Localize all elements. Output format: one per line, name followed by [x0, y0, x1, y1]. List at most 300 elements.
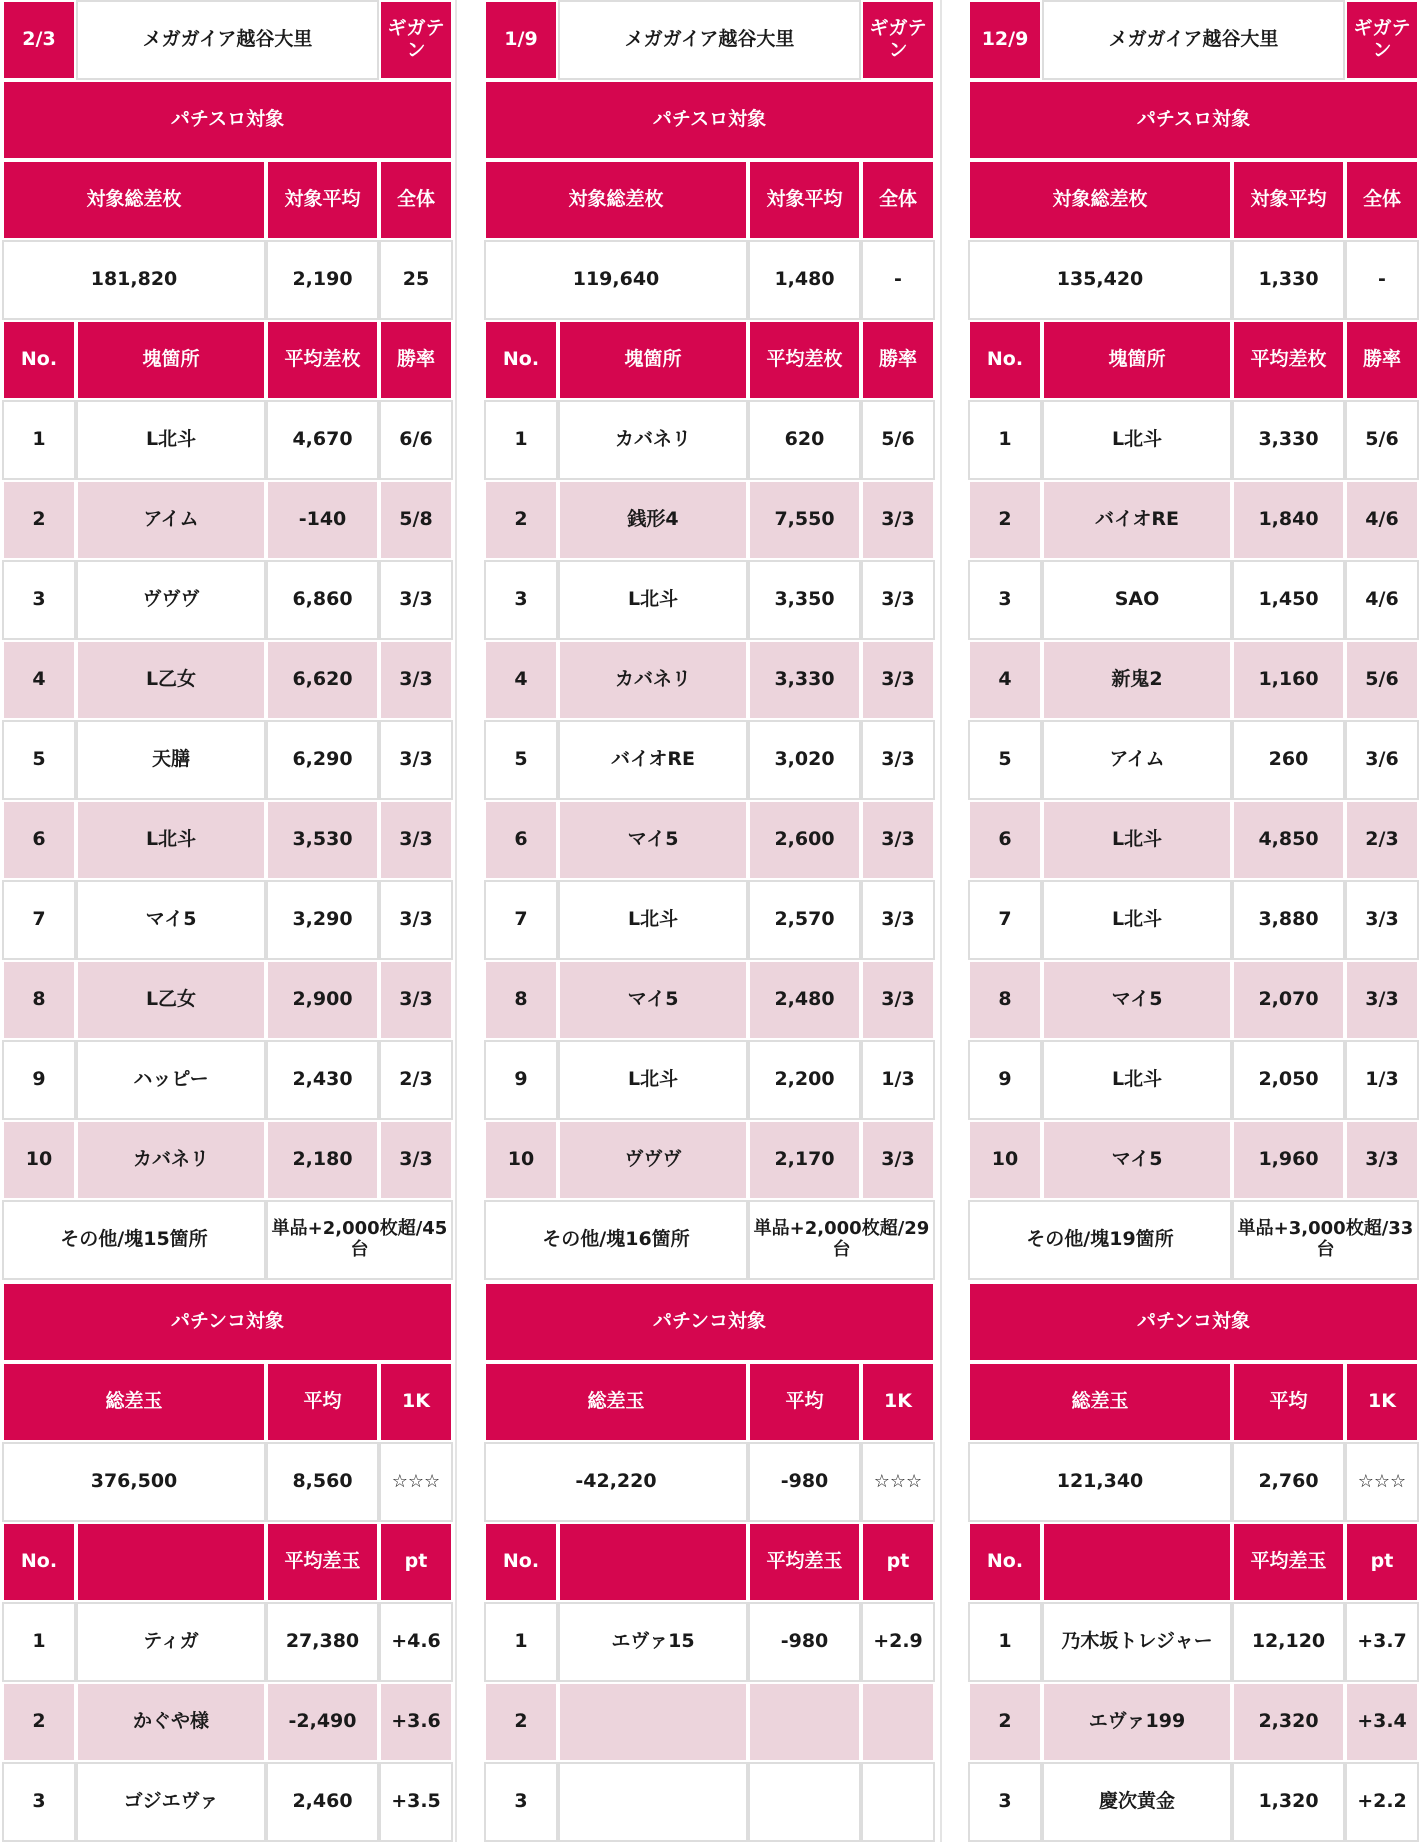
average-diff: 12,120 [1232, 1602, 1345, 1682]
average-diff [748, 1682, 861, 1762]
average-diff [748, 1762, 861, 1842]
pachinko-summary-header: 総差玉 [484, 1362, 748, 1442]
event-badge: ギガテン [861, 0, 935, 80]
table-row [484, 640, 935, 720]
column-header [1042, 1522, 1232, 1602]
rank-number: 7 [2, 880, 76, 960]
machine-name: バイオRE [558, 720, 748, 800]
table-row [968, 1682, 1419, 1762]
store-name: メガガイア越谷大里 [76, 0, 379, 80]
column-header: No. [2, 320, 76, 400]
average-diff: 6,620 [266, 640, 379, 720]
rank-number: 7 [484, 880, 558, 960]
rank-number: 9 [968, 1040, 1042, 1120]
slot-total-diff: 119,640 [484, 240, 748, 320]
machine-name: カバネリ [76, 1120, 266, 1200]
column-header: 勝率 [861, 320, 935, 400]
win-rate: 3/3 [1345, 960, 1419, 1040]
slot-summary-header-row [968, 160, 1419, 240]
rank-number: 10 [2, 1120, 76, 1200]
slot-summary-header: 対象平均 [748, 160, 861, 240]
pachinko-section-title: パチンコ対象 [968, 1282, 1419, 1362]
pachinko-summary-header-row [484, 1362, 935, 1442]
machine-name: 天膳 [76, 720, 266, 800]
pachinko-average: -980 [748, 1442, 861, 1522]
table-row [968, 880, 1419, 960]
table-row [484, 1040, 935, 1120]
average-diff: 3,290 [266, 880, 379, 960]
win-rate: 3/3 [861, 1120, 935, 1200]
average-diff: 2,070 [1232, 960, 1345, 1040]
pachinko-table-header-row [968, 1522, 1419, 1602]
pachinko-summary-header: 総差玉 [2, 1362, 266, 1442]
slot-summary-value-row [484, 240, 935, 320]
column-header: No. [968, 320, 1042, 400]
machine-name: エヴァ199 [1042, 1682, 1232, 1762]
table-row [2, 1762, 453, 1842]
rank-number: 2 [968, 1682, 1042, 1762]
slot-footer-row [2, 1200, 453, 1280]
average-diff: 2,460 [266, 1762, 379, 1842]
machine-name: L北斗 [1042, 880, 1232, 960]
table-row [2, 480, 453, 560]
average-diff: 1,160 [1232, 640, 1345, 720]
pachinko-summary-value-row [484, 1442, 935, 1522]
table-row [484, 1682, 935, 1762]
win-rate: 3/3 [861, 480, 935, 560]
slot-summary-header: 対象平均 [266, 160, 379, 240]
column-header: 勝率 [1345, 320, 1419, 400]
rank-number: 2 [968, 480, 1042, 560]
machine-name: アイム [1042, 720, 1232, 800]
slot-summary-header: 対象総差枚 [484, 160, 748, 240]
pachinko-total-diff: -42,220 [484, 1442, 748, 1522]
slot-title-row [2, 80, 453, 160]
slot-section-title: パチスロ対象 [968, 80, 1419, 160]
win-rate: 2/3 [379, 1040, 453, 1120]
pachinko-average: 8,560 [266, 1442, 379, 1522]
win-rate: 3/3 [861, 880, 935, 960]
table-row [2, 1040, 453, 1120]
table-row [484, 560, 935, 640]
table-row [484, 800, 935, 880]
event-badge: ギガテン [379, 0, 453, 80]
machine-name: L北斗 [1042, 400, 1232, 480]
single-machine-summary: 単品+3,000枚超/33台 [1232, 1200, 1419, 1280]
slot-average: 2,190 [266, 240, 379, 320]
rank-number: 7 [968, 880, 1042, 960]
win-rate: 3/3 [379, 720, 453, 800]
machine-name: L乙女 [76, 640, 266, 720]
rank-number: 10 [484, 1120, 558, 1200]
store-panel [484, 0, 935, 1842]
store-name: メガガイア越谷大里 [558, 0, 861, 80]
panel-header-row [968, 0, 1419, 80]
points: +3.6 [379, 1682, 453, 1762]
event-badge: ギガテン [1345, 0, 1419, 80]
average-diff: 3,330 [1232, 400, 1345, 480]
machine-name: 新鬼2 [1042, 640, 1232, 720]
win-rate: 3/3 [861, 720, 935, 800]
table-row [2, 400, 453, 480]
machine-name [558, 1682, 748, 1762]
column-header: 勝率 [379, 320, 453, 400]
slot-title-row [484, 80, 935, 160]
column-header: 塊箇所 [76, 320, 266, 400]
win-rate: 5/6 [1345, 400, 1419, 480]
pachinko-section-title: パチンコ対象 [484, 1282, 935, 1362]
machine-name [558, 1762, 748, 1842]
slot-summary-value-row [968, 240, 1419, 320]
rank-number: 8 [2, 960, 76, 1040]
machine-name: L北斗 [1042, 800, 1232, 880]
win-rate: 1/3 [1345, 1040, 1419, 1120]
pachinko-summary-header: 1K [1345, 1362, 1419, 1442]
other-clusters: その他/塊19箇所 [968, 1200, 1232, 1280]
average-diff: 2,170 [748, 1120, 861, 1200]
pachinko-table-header-row [2, 1522, 453, 1602]
other-clusters: その他/塊15箇所 [2, 1200, 266, 1280]
average-diff: 2,200 [748, 1040, 861, 1120]
store-panel [968, 0, 1419, 1842]
win-rate: 3/3 [1345, 880, 1419, 960]
table-row [968, 1602, 1419, 1682]
machine-name: エヴァ15 [558, 1602, 748, 1682]
machine-name: ティガ [76, 1602, 266, 1682]
slot-summary-header: 全体 [1345, 160, 1419, 240]
win-rate: 5/6 [1345, 640, 1419, 720]
pachinko-average: 2,760 [1232, 1442, 1345, 1522]
column-header: No. [2, 1522, 76, 1602]
machine-name: マイ5 [1042, 960, 1232, 1040]
table-row [484, 720, 935, 800]
average-diff: 260 [1232, 720, 1345, 800]
pachinko-title-row [968, 1282, 1419, 1362]
average-diff: 7,550 [748, 480, 861, 560]
panel-divider [455, 0, 457, 1842]
table-row [968, 960, 1419, 1040]
rank-number: 3 [484, 1762, 558, 1842]
rank-number: 9 [2, 1040, 76, 1120]
rank-number: 2 [484, 480, 558, 560]
column-header [76, 1522, 266, 1602]
machine-name: マイ5 [1042, 1120, 1232, 1200]
machine-name: L北斗 [558, 1040, 748, 1120]
column-header: 平均差玉 [748, 1522, 861, 1602]
single-machine-summary: 単品+2,000枚超/29台 [748, 1200, 935, 1280]
slot-table-header-row [968, 320, 1419, 400]
star-rating: ☆☆☆ [1345, 1442, 1419, 1522]
panel-header-row [484, 0, 935, 80]
machine-name: 乃木坂トレジャー [1042, 1602, 1232, 1682]
rank-number: 2 [2, 480, 76, 560]
rank-number: 3 [968, 560, 1042, 640]
average-diff: 3,020 [748, 720, 861, 800]
rank-number: 5 [2, 720, 76, 800]
rank-number: 4 [968, 640, 1042, 720]
column-header: 平均差玉 [1232, 1522, 1345, 1602]
table-row [2, 1120, 453, 1200]
slot-overall: 25 [379, 240, 453, 320]
pachinko-total-diff: 121,340 [968, 1442, 1232, 1522]
pachinko-table-header-row [484, 1522, 935, 1602]
machine-name: ヴヴヴ [76, 560, 266, 640]
star-rating: ☆☆☆ [861, 1442, 935, 1522]
panel-header-row [2, 0, 453, 80]
table-row [484, 1602, 935, 1682]
rank-number: 1 [968, 1602, 1042, 1682]
average-diff: 3,350 [748, 560, 861, 640]
win-rate: 3/6 [1345, 720, 1419, 800]
machine-name: SAO [1042, 560, 1232, 640]
date-label: 12/9 [968, 0, 1042, 80]
win-rate: 3/3 [379, 1120, 453, 1200]
win-rate: 3/3 [1345, 1120, 1419, 1200]
machine-name: カバネリ [558, 400, 748, 480]
column-header: 平均差枚 [748, 320, 861, 400]
table-row [968, 1040, 1419, 1120]
pachinko-total-diff: 376,500 [2, 1442, 266, 1522]
rank-number: 1 [2, 400, 76, 480]
table-row [2, 880, 453, 960]
average-diff: -140 [266, 480, 379, 560]
points [861, 1682, 935, 1762]
machine-name: L北斗 [76, 800, 266, 880]
pachinko-title-row [484, 1282, 935, 1362]
points: +2.2 [1345, 1762, 1419, 1842]
slot-summary-header: 対象総差枚 [968, 160, 1232, 240]
average-diff: 6,290 [266, 720, 379, 800]
rank-number: 1 [2, 1602, 76, 1682]
win-rate: 3/3 [379, 800, 453, 880]
pachinko-title-row [2, 1282, 453, 1362]
pachinko-summary-value-row [2, 1442, 453, 1522]
machine-name: カバネリ [558, 640, 748, 720]
win-rate: 3/3 [379, 560, 453, 640]
column-header: 平均差玉 [266, 1522, 379, 1602]
panel-divider [940, 0, 942, 1842]
rank-number: 5 [484, 720, 558, 800]
table-row [2, 720, 453, 800]
column-header [558, 1522, 748, 1602]
points [861, 1762, 935, 1842]
table-row [2, 1602, 453, 1682]
average-diff: -980 [748, 1602, 861, 1682]
rank-number: 9 [484, 1040, 558, 1120]
win-rate: 3/3 [861, 560, 935, 640]
machine-name: マイ5 [76, 880, 266, 960]
pachinko-summary-value-row [968, 1442, 1419, 1522]
points: +3.4 [1345, 1682, 1419, 1762]
store-panel [2, 0, 453, 1842]
column-header: 塊箇所 [558, 320, 748, 400]
pachinko-summary-header: 平均 [1232, 1362, 1345, 1442]
table-row [968, 1120, 1419, 1200]
average-diff: 1,960 [1232, 1120, 1345, 1200]
table-row [2, 960, 453, 1040]
rank-number: 2 [2, 1682, 76, 1762]
slot-total-diff: 135,420 [968, 240, 1232, 320]
average-diff: -2,490 [266, 1682, 379, 1762]
win-rate: 3/3 [379, 880, 453, 960]
average-diff: 3,330 [748, 640, 861, 720]
rank-number: 1 [484, 400, 558, 480]
average-diff: 2,430 [266, 1040, 379, 1120]
rank-number: 1 [484, 1602, 558, 1682]
column-header: No. [484, 320, 558, 400]
pachinko-summary-header-row [2, 1362, 453, 1442]
points: +3.7 [1345, 1602, 1419, 1682]
slot-footer-row [484, 1200, 935, 1280]
rank-number: 3 [2, 1762, 76, 1842]
rank-number: 4 [2, 640, 76, 720]
rank-number: 3 [2, 560, 76, 640]
store-name: メガガイア越谷大里 [1042, 0, 1345, 80]
pachinko-summary-header: 総差玉 [968, 1362, 1232, 1442]
column-header: No. [968, 1522, 1042, 1602]
average-diff: 2,180 [266, 1120, 379, 1200]
average-diff: 2,570 [748, 880, 861, 960]
win-rate: 5/8 [379, 480, 453, 560]
machine-name: L北斗 [76, 400, 266, 480]
machine-name: 銭形4 [558, 480, 748, 560]
rank-number: 3 [484, 560, 558, 640]
win-rate: 4/6 [1345, 560, 1419, 640]
table-row [2, 800, 453, 880]
slot-table-header-row [484, 320, 935, 400]
table-row [484, 880, 935, 960]
average-diff: 2,900 [266, 960, 379, 1040]
win-rate: 3/3 [861, 800, 935, 880]
average-diff: 4,850 [1232, 800, 1345, 880]
table-row [968, 800, 1419, 880]
slot-summary-header: 対象平均 [1232, 160, 1345, 240]
column-header: 平均差枚 [266, 320, 379, 400]
win-rate: 6/6 [379, 400, 453, 480]
machine-name: バイオRE [1042, 480, 1232, 560]
table-row [484, 480, 935, 560]
table-row [2, 1682, 453, 1762]
slot-summary-header: 全体 [861, 160, 935, 240]
rank-number: 6 [484, 800, 558, 880]
column-header: pt [861, 1522, 935, 1602]
win-rate: 5/6 [861, 400, 935, 480]
slot-overall: - [1345, 240, 1419, 320]
date-label: 1/9 [484, 0, 558, 80]
rank-number: 10 [968, 1120, 1042, 1200]
average-diff: 27,380 [266, 1602, 379, 1682]
slot-summary-header-row [484, 160, 935, 240]
slot-table-header-row [2, 320, 453, 400]
pachinko-summary-header: 平均 [266, 1362, 379, 1442]
points: +4.6 [379, 1602, 453, 1682]
table-row [2, 560, 453, 640]
points: +3.5 [379, 1762, 453, 1842]
machine-name: L乙女 [76, 960, 266, 1040]
rank-number: 6 [2, 800, 76, 880]
machine-name: ゴジエヴァ [76, 1762, 266, 1842]
pachinko-summary-header: 1K [861, 1362, 935, 1442]
other-clusters: その他/塊16箇所 [484, 1200, 748, 1280]
slot-section-title: パチスロ対象 [484, 80, 935, 160]
average-diff: 2,600 [748, 800, 861, 880]
table-row [968, 720, 1419, 800]
rank-number: 1 [968, 400, 1042, 480]
average-diff: 620 [748, 400, 861, 480]
table-row [484, 1120, 935, 1200]
win-rate: 1/3 [861, 1040, 935, 1120]
average-diff: 3,530 [266, 800, 379, 880]
rank-number: 2 [484, 1682, 558, 1762]
slot-summary-header-row [2, 160, 453, 240]
points: +2.9 [861, 1602, 935, 1682]
slot-average: 1,330 [1232, 240, 1345, 320]
pachinko-summary-header: 1K [379, 1362, 453, 1442]
pachinko-section-title: パチンコ対象 [2, 1282, 453, 1362]
win-rate: 4/6 [1345, 480, 1419, 560]
table-row [968, 560, 1419, 640]
slot-summary-header: 対象総差枚 [2, 160, 266, 240]
table-row [968, 1762, 1419, 1842]
slot-average: 1,480 [748, 240, 861, 320]
machine-name: L北斗 [558, 560, 748, 640]
column-header: 塊箇所 [1042, 320, 1232, 400]
machine-name: マイ5 [558, 800, 748, 880]
column-header: pt [1345, 1522, 1419, 1602]
win-rate: 2/3 [1345, 800, 1419, 880]
average-diff: 3,880 [1232, 880, 1345, 960]
rank-number: 4 [484, 640, 558, 720]
column-header: 平均差枚 [1232, 320, 1345, 400]
average-diff: 2,320 [1232, 1682, 1345, 1762]
machine-name: ハッピー [76, 1040, 266, 1120]
slot-overall: - [861, 240, 935, 320]
column-header: No. [484, 1522, 558, 1602]
slot-title-row [968, 80, 1419, 160]
rank-number: 8 [484, 960, 558, 1040]
table-row [484, 1762, 935, 1842]
average-diff: 4,670 [266, 400, 379, 480]
pachinko-summary-header-row [968, 1362, 1419, 1442]
machine-name: L北斗 [1042, 1040, 1232, 1120]
win-rate: 3/3 [379, 640, 453, 720]
rank-number: 5 [968, 720, 1042, 800]
win-rate: 3/3 [861, 960, 935, 1040]
average-diff: 6,860 [266, 560, 379, 640]
machine-name: マイ5 [558, 960, 748, 1040]
table-row [2, 640, 453, 720]
table-row [484, 400, 935, 480]
table-row [484, 960, 935, 1040]
machine-name: かぐや様 [76, 1682, 266, 1762]
rank-number: 8 [968, 960, 1042, 1040]
date-label: 2/3 [2, 0, 76, 80]
average-diff: 1,840 [1232, 480, 1345, 560]
average-diff: 2,050 [1232, 1040, 1345, 1120]
machine-name: アイム [76, 480, 266, 560]
table-row [968, 640, 1419, 720]
single-machine-summary: 単品+2,000枚超/45台 [266, 1200, 453, 1280]
slot-footer-row [968, 1200, 1419, 1280]
slot-summary-header: 全体 [379, 160, 453, 240]
column-header: pt [379, 1522, 453, 1602]
machine-name: L北斗 [558, 880, 748, 960]
slot-summary-value-row [2, 240, 453, 320]
table-row [968, 400, 1419, 480]
machine-name: ヴヴヴ [558, 1120, 748, 1200]
star-rating: ☆☆☆ [379, 1442, 453, 1522]
slot-section-title: パチスロ対象 [2, 80, 453, 160]
